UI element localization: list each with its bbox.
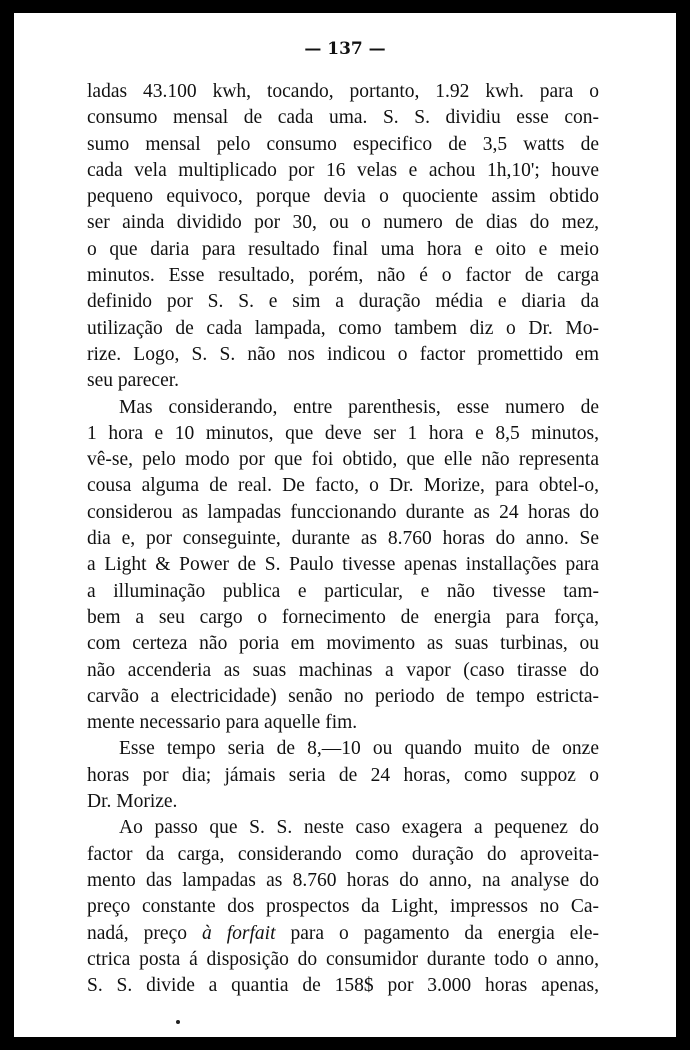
ink-speck — [176, 1020, 180, 1024]
text-line: com certeza não poria em movimento as suas turbinas, ou — [87, 633, 599, 655]
text-line: pequeno equivoco, porque devia o quociente assim obtido — [87, 186, 599, 208]
text-before-italic: nadá, preço — [87, 922, 202, 944]
text-line: seu parecer. — [87, 370, 180, 392]
text-line: preço constante dos prospectos da Light, impressos no Ca- — [87, 896, 599, 918]
text-line: sumo mensal pelo consumo especifico de 3,5 watts de — [87, 133, 599, 155]
paragraph-start-line: Ao passo que S. S. neste caso exagera a pequenez do — [119, 817, 599, 839]
text-line: utilização de cada lampada, como tambem diz o Dr. Mo- — [87, 317, 599, 339]
text-after-italic: para o pagamento da energia ele- — [275, 922, 599, 944]
italic-phrase: à forfait — [201, 922, 276, 944]
page-number: — 137 — — [304, 39, 386, 59]
text-line: rize. Logo, S. S. não nos indicou o factor promettido em — [87, 343, 599, 365]
book-page — [14, 13, 676, 1037]
text-line: cousa alguma de real. De facto, o Dr. Morize, para obtel-o, — [87, 475, 599, 497]
text-line: consumo mensal de cada uma. S. S. dividiu esse con- — [87, 107, 599, 129]
text-line: S. S. divide a quantia de 158$ por 3.000 horas apenas, — [87, 975, 599, 997]
text-line: cada vela multiplicado por 16 velas e achou 1h,10'; houve — [87, 159, 599, 181]
text-line: definido por S. S. e sim a duração média e diaria da — [87, 291, 599, 313]
text-line: não accenderia as suas machinas a vapor (caso tirasse do — [87, 659, 599, 681]
text-line-with-italic — [87, 921, 599, 947]
text-line: ladas 43.100 kwh, tocando, portanto, 1.92 kwh. para o — [87, 81, 599, 102]
text-line: minutos. Esse resultado, porém, não é o factor de carga — [87, 265, 599, 287]
text-line: a Light & Power de S. Paulo tivesse apenas installações para — [87, 554, 599, 576]
text-line: Dr. Morize. — [87, 791, 178, 813]
text-line: ctrica posta á disposição do consumidor durante todo o anno, — [87, 948, 599, 970]
text-line: carvão a electricidade) senão no periodo de tempo estricta- — [87, 685, 599, 707]
text-line: mente necessario para aquelle fim. — [87, 712, 358, 734]
text-line: ser ainda dividido por 30, ou o numero de dias do mez, — [87, 212, 599, 234]
paragraph-start-line: Mas considerando, entre parenthesis, esse numero de — [119, 396, 599, 418]
text-line: dia e, por conseguinte, durante as 8.760 horas do anno. Se — [87, 528, 599, 550]
text-line: mento das lampadas as 8.760 horas do anno, na analyse do — [87, 869, 599, 891]
text-line: bem a seu cargo o fornecimento de energia para força, — [87, 606, 599, 628]
body-text — [87, 79, 599, 999]
text-line: o que daria para resultado final uma hora e oito e meio — [87, 238, 599, 260]
text-line: considerou as lampadas funccionando durante as 24 horas do — [87, 501, 599, 523]
text-line: a illuminação publica e particular, e não tivesse tam- — [87, 580, 599, 602]
text-line: vê-se, pelo modo por que foi obtido, que elle não representa — [87, 449, 599, 471]
text-line: factor da carga, considerando como duração do aproveita- — [87, 843, 599, 865]
text-line: 1 hora e 10 minutos, que deve ser 1 hora e 8,5 minutos, — [87, 422, 599, 444]
paragraph-start-line: Esse tempo seria de 8,—10 ou quando muito de onze — [119, 738, 599, 760]
text-line: horas por dia; jámais seria de 24 horas, como suppoz o — [87, 764, 599, 786]
